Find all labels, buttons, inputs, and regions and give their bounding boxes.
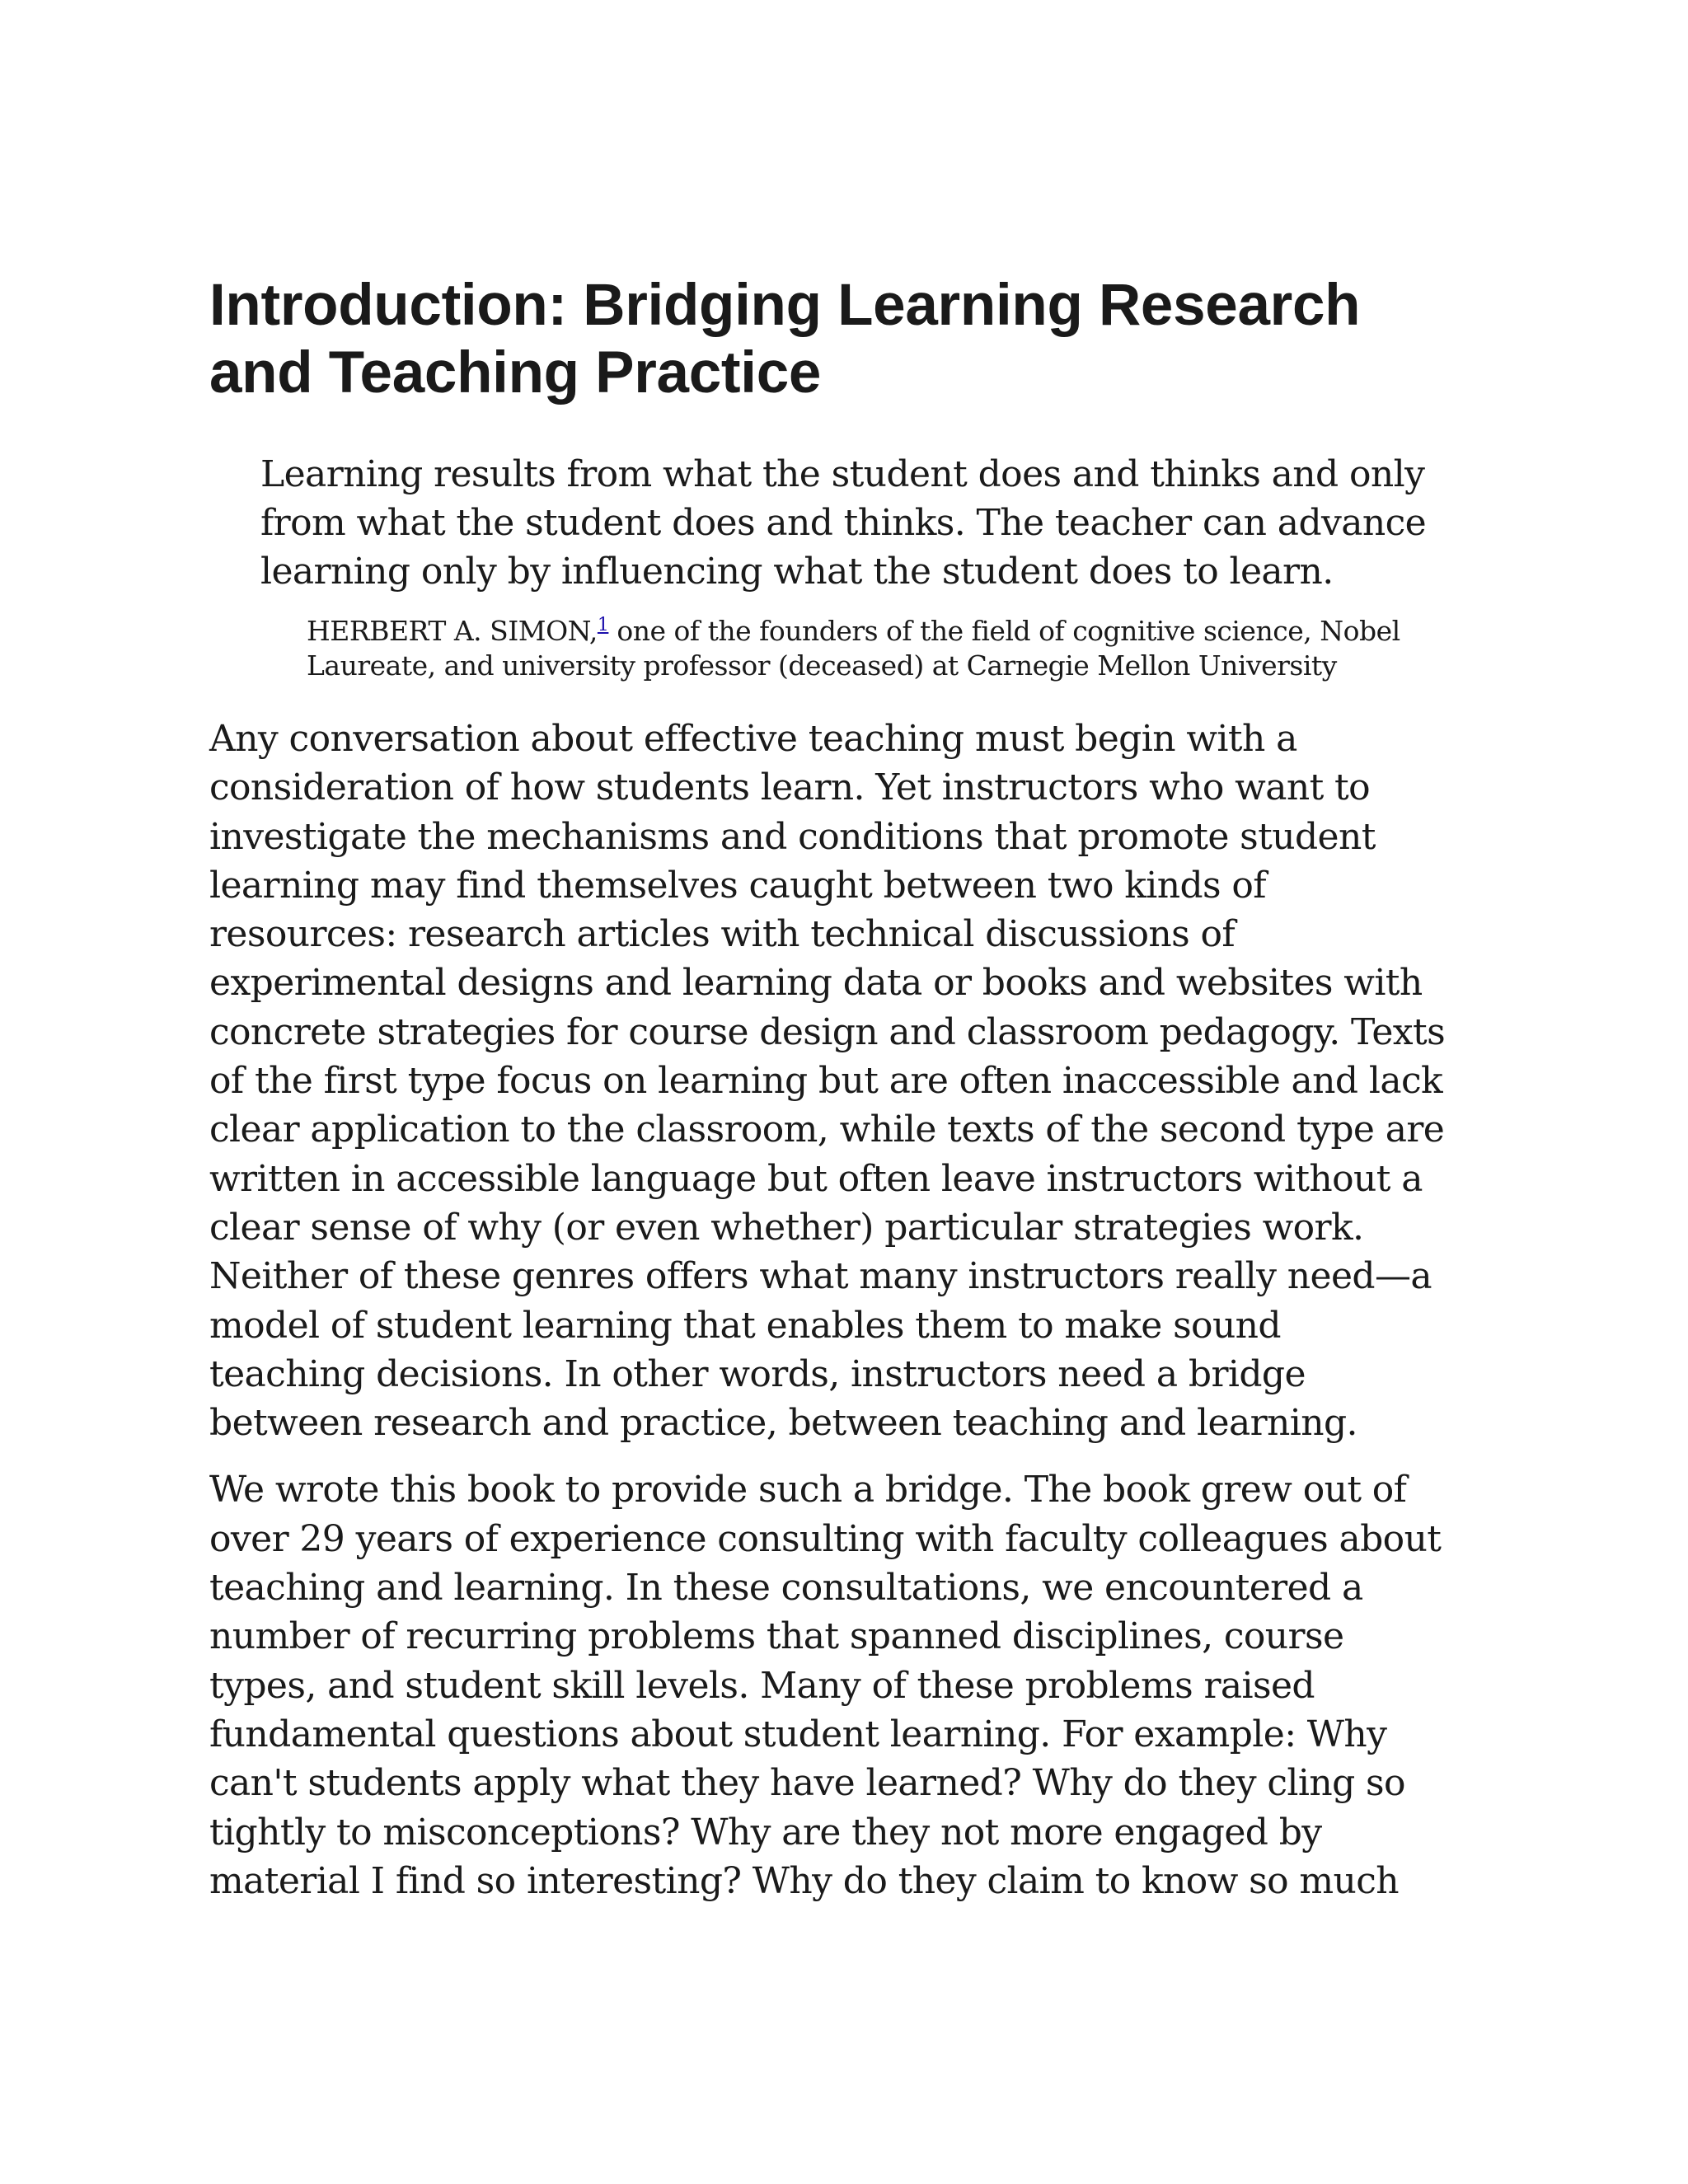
epigraph bbox=[260, 450, 1464, 683]
paragraph-line: consideration of how students learn. Yet instructors who want to bbox=[209, 766, 1371, 809]
paragraph-line: material I find so interesting? Why do they claim to know so much bbox=[209, 1859, 1400, 1902]
paragraph-line: learning may find themselves caught between two kinds of bbox=[209, 864, 1266, 907]
footnote-link[interactable]: 1 bbox=[597, 615, 609, 635]
chapter-title-line: Introduction: Bridging Learning Research bbox=[209, 273, 1361, 338]
paragraph-line: Any conversation about effective teaching must begin with a bbox=[209, 718, 1297, 760]
paragraph-line: can't students apply what they have learned? Why do they cling so bbox=[209, 1762, 1405, 1805]
epigraph-quote-line: learning only by influencing what the student does to learn. bbox=[260, 551, 1334, 593]
body-paragraph-1 bbox=[209, 715, 1479, 1447]
epigraph-attribution-text: Laureate, and university professor (deceased) at Carnegie Mellon University bbox=[307, 649, 1337, 682]
paragraph-line: types, and student skill levels. Many of these problems raised bbox=[209, 1664, 1315, 1707]
epigraph-author: HERBERT A. SIMON, bbox=[307, 615, 598, 647]
epigraph-quote-line: Learning results from what the student does and thinks and only bbox=[260, 453, 1425, 495]
paragraph-line: clear application to the classroom, while texts of the second type are bbox=[209, 1108, 1445, 1151]
paragraph-line: written in accessible language but often leave instructors without a bbox=[209, 1157, 1423, 1200]
paragraph-line: concrete strategies for course design and classroom pedagogy. Texts bbox=[209, 1010, 1446, 1053]
paragraph-line: fundamental questions about student learning. For example: Why bbox=[209, 1713, 1387, 1755]
paragraph-line: experimental designs and learning data or books and websites with bbox=[209, 962, 1423, 1005]
epigraph-quote bbox=[260, 450, 1464, 596]
epigraph-attribution-text: one of the founders of the field of cognitive science, Nobel bbox=[608, 615, 1400, 647]
paragraph-line: clear sense of why (or even whether) particular strategies work. bbox=[209, 1206, 1364, 1249]
epigraph-quote-line: from what the student does and thinks. The teacher can advance bbox=[260, 502, 1427, 544]
paragraph-line: teaching and learning. In these consultations, we encountered a bbox=[209, 1567, 1363, 1610]
epigraph-attribution bbox=[307, 614, 1464, 683]
page-content bbox=[209, 272, 1479, 1905]
paragraph-line: model of student learning that enables them to make sound bbox=[209, 1304, 1281, 1347]
paragraph-line: between research and practice, between teaching and learning. bbox=[209, 1402, 1357, 1445]
body-paragraph-2 bbox=[209, 1465, 1479, 1905]
paragraph-line: resources: research articles with technical discussions of bbox=[209, 913, 1236, 956]
paragraph-line: We wrote this book to provide such a bridge. The book grew out of bbox=[209, 1469, 1407, 1511]
paragraph-line: over 29 years of experience consulting with faculty colleagues about bbox=[209, 1517, 1442, 1560]
paragraph-line: Neither of these genres offers what many instructors really need—a bbox=[209, 1255, 1432, 1298]
paragraph-line: number of recurring problems that spanned disciplines, course bbox=[209, 1615, 1344, 1658]
chapter-title bbox=[209, 272, 1479, 407]
chapter-title-line: and Teaching Practice bbox=[209, 340, 822, 405]
paragraph-line: investigate the mechanisms and conditions that promote student bbox=[209, 815, 1376, 858]
paragraph-line: of the first type focus on learning but are often inaccessible and lack bbox=[209, 1060, 1443, 1103]
paragraph-line: tightly to misconceptions? Why are they not more engaged by bbox=[209, 1811, 1322, 1854]
paragraph-line: teaching decisions. In other words, instructors need a bridge bbox=[209, 1352, 1306, 1395]
